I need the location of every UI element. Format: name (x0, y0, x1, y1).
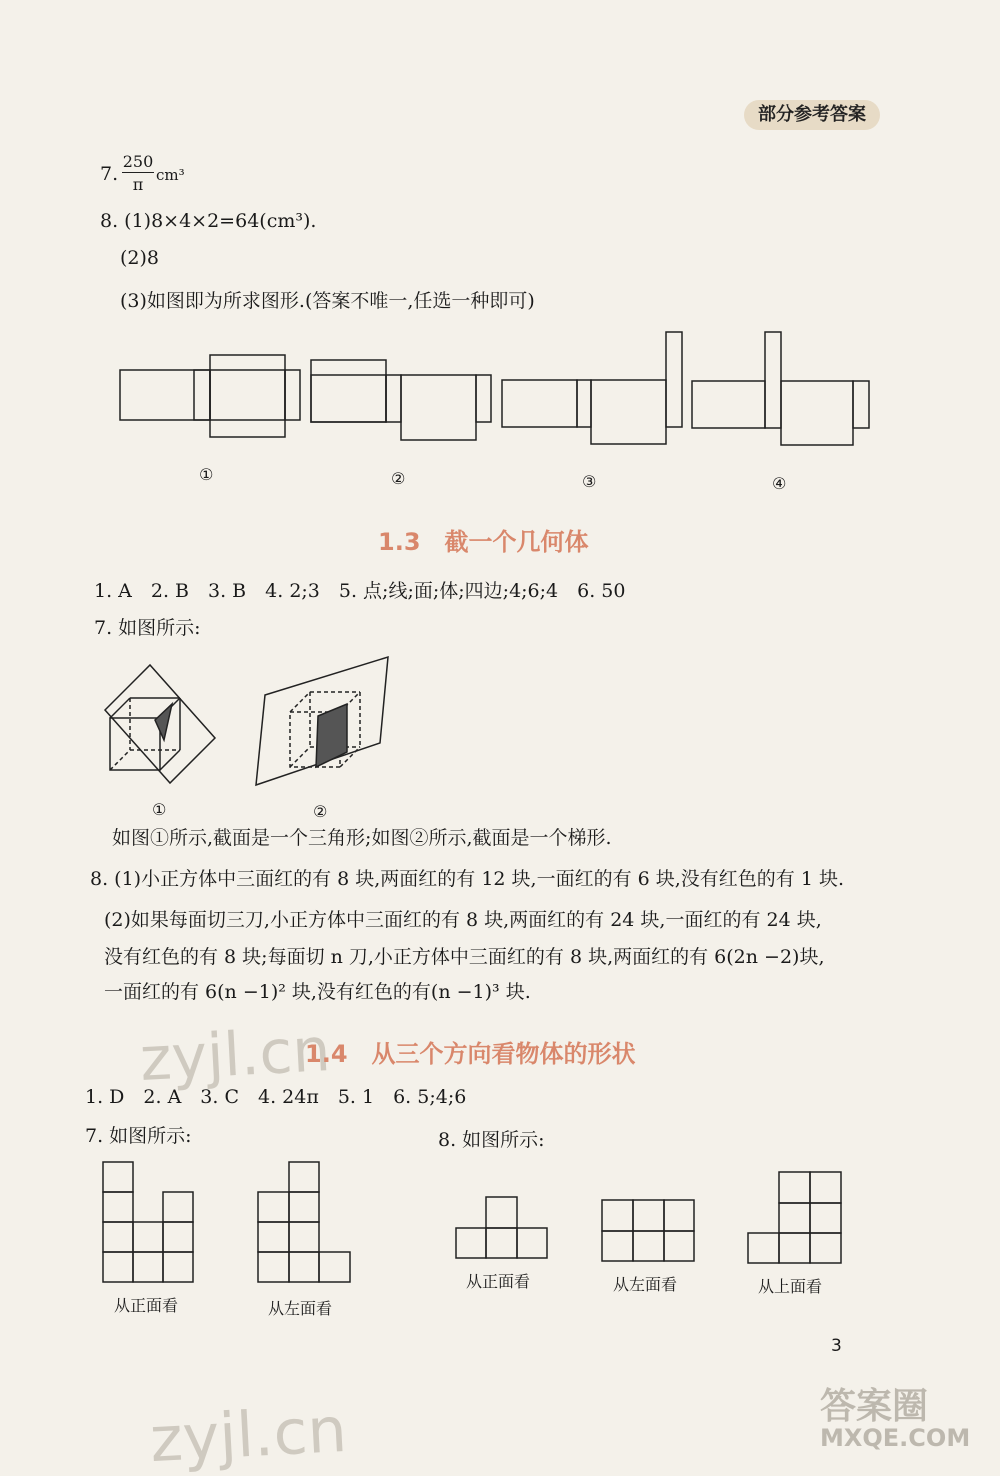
net-label-2: ② (391, 469, 406, 488)
watermark-site: MXQE.COM (820, 1424, 971, 1452)
net-label-1: ① (199, 465, 214, 484)
net-label-3: ③ (582, 472, 597, 491)
cross-section-figure (0, 640, 420, 820)
watermark-top: zyjl.cn (138, 1015, 333, 1095)
s13-q8-1: 8. (1)小正方体中三面红的有 8 块,两面红的有 12 块,一面红的有 6 块,没有红色的有 1 块. (90, 868, 844, 890)
s13-q7: 7. 如图所示: (94, 617, 201, 639)
q7-unit: cm³ (156, 166, 185, 184)
s13-conclusion: 如图①所示,截面是一个三角形;如图②所示,截面是一个梯形. (112, 827, 612, 849)
watermark-logo: 答案圈 (820, 1386, 929, 1427)
q7-front-caption: 从正面看 (114, 1296, 179, 1315)
q8-front-caption: 从正面看 (466, 1272, 531, 1291)
section-fig-label-1: ① (152, 800, 167, 819)
q8-line1: 8. (1)8×4×2=64(cm³). (100, 210, 317, 232)
s14-q8: 8. 如图所示: (438, 1129, 545, 1151)
q8-top-caption: 从上面看 (758, 1277, 823, 1296)
s13-q8-2b: 没有红色的有 8 块;每面切 n 刀,小正方体中三面红的有 8 块,两面红的有 6(2n −2)块, (104, 946, 825, 968)
q7-numerator: 250 (122, 152, 154, 171)
q8-line3: (3)如图即为所求图形.(答案不唯一,任选一种即可) (120, 290, 535, 312)
q8-left-caption: 从左面看 (613, 1275, 678, 1294)
watermark-bottom: zyjl.cn (148, 1392, 349, 1476)
cube-nets-figure (0, 0, 1000, 520)
s13-answers: 1. A 2. B 3. B 4. 2;3 5. 点;线;面;体;四边;4;6;4 6. 50 (94, 580, 626, 602)
q7-denominator: π (132, 175, 144, 194)
q7-left-caption: 从左面看 (268, 1299, 333, 1318)
section-badge: 部分参考答案 (744, 100, 880, 130)
q7-label: 7. (100, 163, 119, 185)
s13-q8-2a: (2)如果每面切三刀,小正方体中三面红的有 8 块,两面红的有 24 块,一面红的有 24 块, (104, 909, 822, 931)
section-title-1-3: 1.3 截一个几何体 (378, 528, 589, 556)
section-fig-label-2: ② (313, 802, 328, 821)
s14-q7: 7. 如图所示: (85, 1125, 192, 1147)
section-title-1-4: 1.4 从三个方向看物体的形状 (305, 1040, 636, 1068)
q8-line2: (2)8 (120, 247, 160, 269)
page-number: 3 (831, 1336, 842, 1356)
net-label-4: ④ (772, 474, 787, 493)
s14-answers: 1. D 2. A 3. C 4. 24π 5. 1 6. 5;4;6 (85, 1086, 467, 1108)
s13-q8-2c: 一面红的有 6(n −1)² 块,没有红色的有(n −1)³ 块. (104, 981, 531, 1003)
